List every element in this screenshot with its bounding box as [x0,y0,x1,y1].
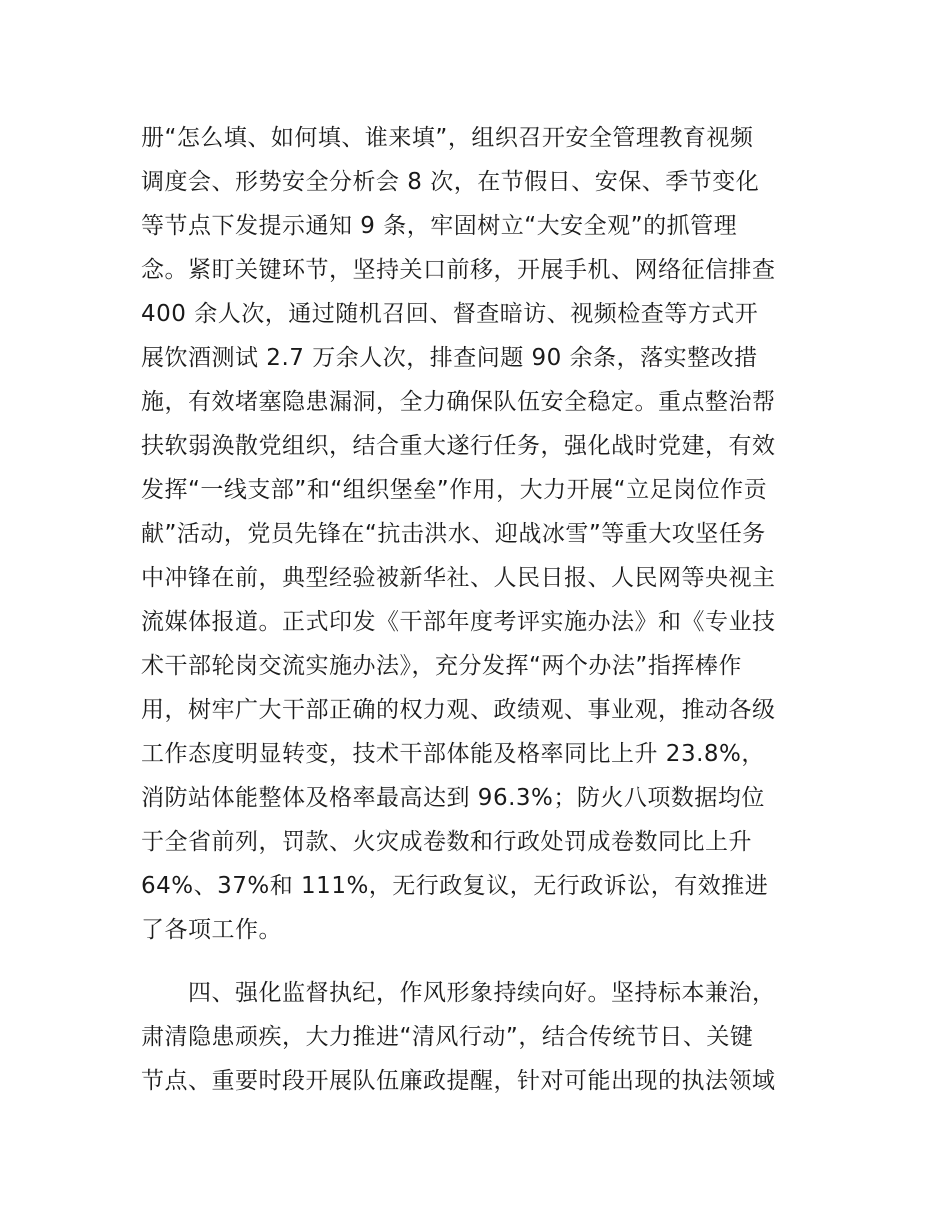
text-line: 册“怎么填、如何填、谁来填”，组织召开安全管理教育视频 [141,125,754,151]
text-line: 了各项工作。 [141,917,282,943]
text-line: 念。紧盯关键环节，坚持关口前移，开展手机、网络征信排查 [141,257,776,283]
text-line: 节点、重要时段开展队伍廉政提醒，针对可能出现的执法领域 [141,1068,776,1094]
text-line: 流媒体报道。正式印发《干部年度考评实施办法》和《专业技 [141,609,776,635]
text-line: 术干部轮岗交流实施办法》，充分发挥“两个办法”指挥棒作 [141,653,742,679]
text-line: 工作态度明显转变，技术干部体能及格率同比上升 23.8%， [141,741,765,767]
text-line: 献”活动，党员先锋在“抗击洪水、迎战冰雪”等重大攻坚任务 [141,521,766,547]
text-line: 发挥“一线支部”和“组织堡垒”作用，大力开展“立足岗位作贡 [141,477,768,503]
text-line: 展饮酒测试 2.7 万余人次，排查问题 90 余条，落实整改措 [141,345,758,371]
text-line: 于全省前列，罚款、火灾成卷数和行政处罚成卷数同比上升 [141,829,752,855]
text-line: 等节点下发提示通知 9 条，牢固树立“大安全观”的抓管理 [141,213,738,239]
text-line: 四、强化监督执纪，作风形象持续向好。坚持标本兼治， [141,980,776,1006]
text-line: 调度会、形势安全分析会 8 次，在节假日、安保、季节变化 [141,169,760,195]
text-line: 扶软弱涣散党组织，结合重大遂行任务，强化战时党建，有效 [141,433,776,459]
paragraph-continuation [141,116,813,952]
text-line: 消防站体能整体及格率最高达到 96.3%；防火八项数据均位 [141,785,765,811]
text-line: 400 余人次，通过随机召回、督查暗访、视频检查等方式开 [141,301,759,327]
paragraph-section-four [141,971,813,1103]
text-line: 中冲锋在前，典型经验被新华社、人民日报、人民网等央视主 [141,565,776,591]
text-line: 肃清隐患顽疾，大力推进“清风行动”，结合传统节日、关键 [141,1024,754,1050]
text-line: 64%、37%和 111%，无行政复议，无行政诉讼，有效推进 [141,873,769,899]
text-line: 施，有效堵塞隐患漏洞，全力确保队伍安全稳定。重点整治帮 [141,389,776,415]
text-line: 用，树牢广大干部正确的权力观、政绩观、事业观，推动各级 [141,697,776,723]
